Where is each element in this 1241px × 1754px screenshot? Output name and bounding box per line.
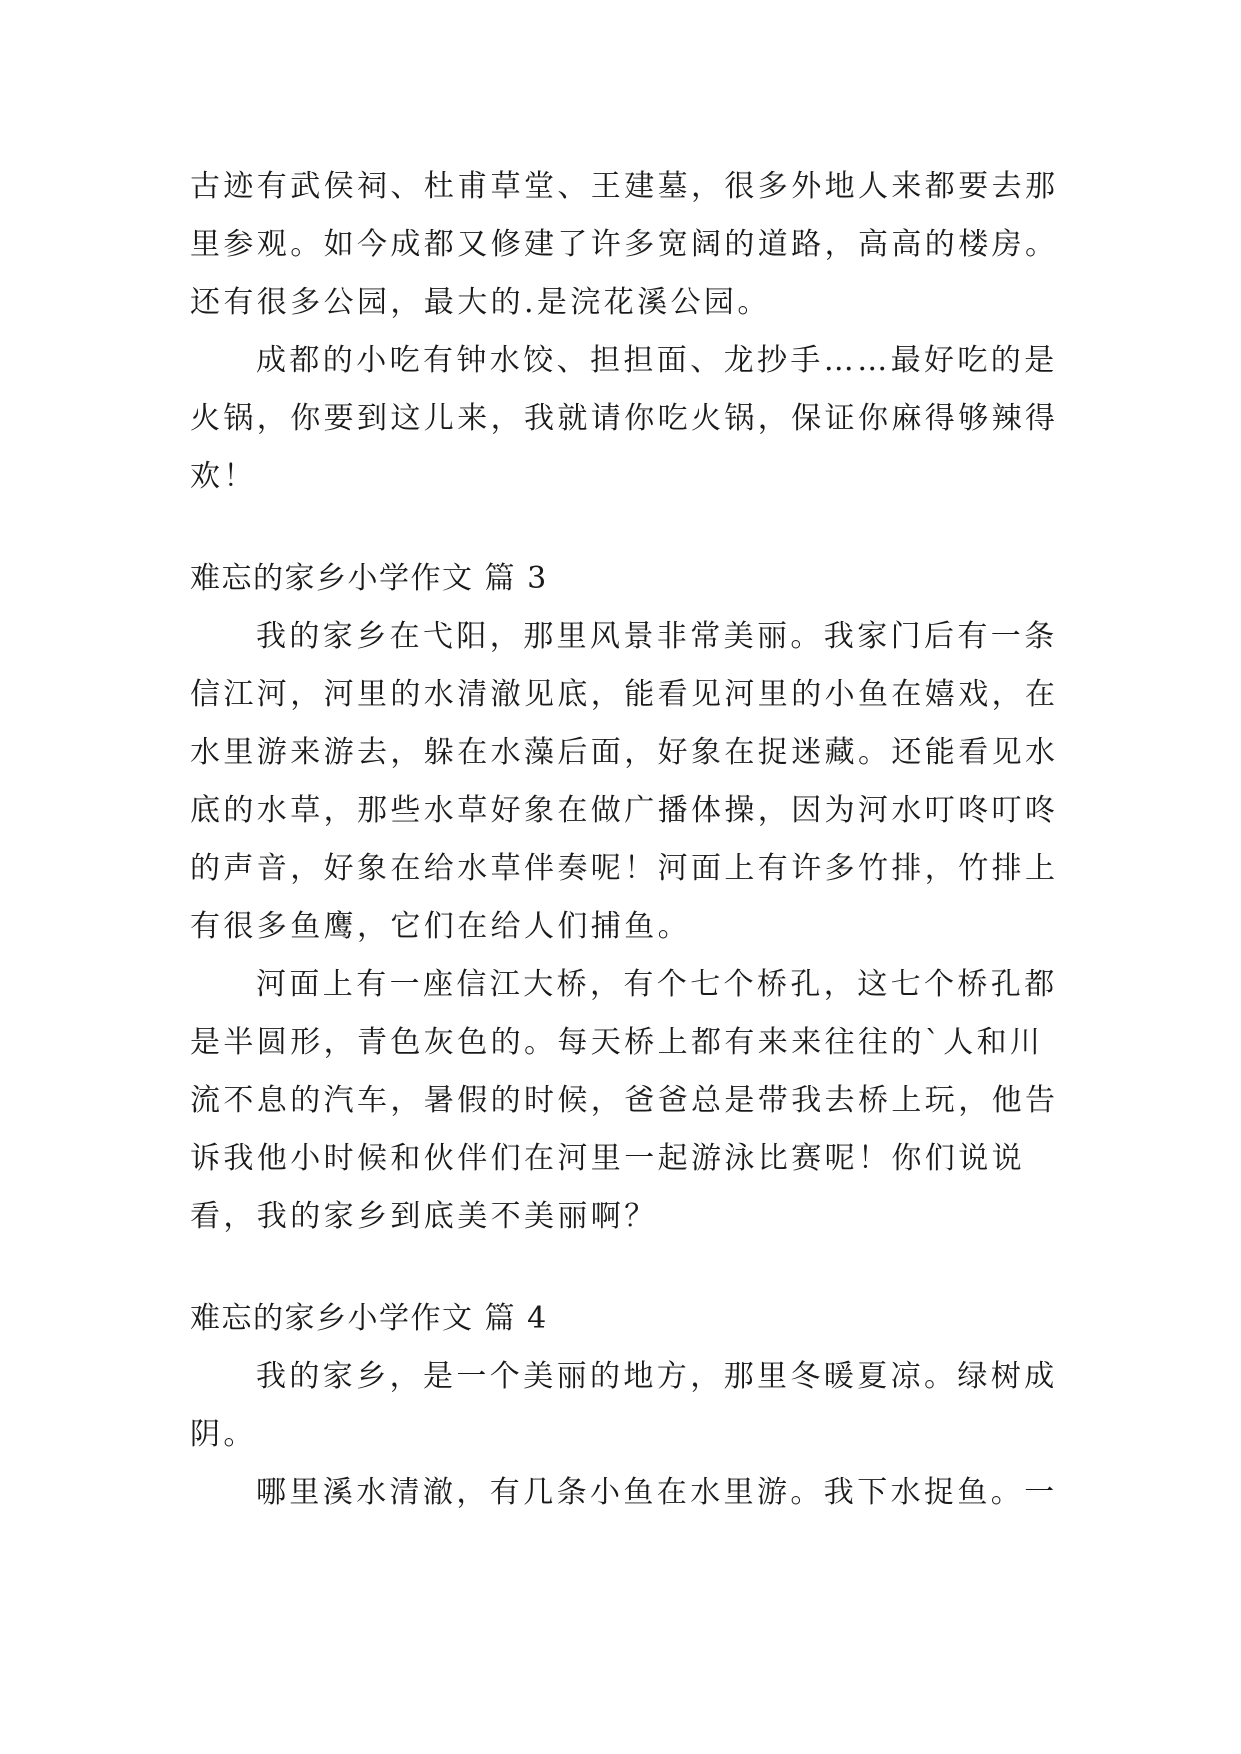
text-line: 信江河，河里的水清澈见底，能看见河里的小鱼在嬉戏，在 (190, 677, 1059, 712)
text-line: 里参观。如今成都又修建了许多宽阔的道路，高高的楼房。 (190, 227, 1059, 262)
text-line: 看，我的家乡到底美不美丽啊？ (190, 1199, 658, 1234)
text-line: 古迹有武侯祠、杜甫草堂、王建墓，很多外地人来都要去那 (190, 169, 1059, 204)
text-line: 火锅，你要到这儿来，我就请你吃火锅，保证你麻得够辣得 (190, 401, 1059, 436)
paragraph-hometown (190, 1348, 1070, 1464)
text-line: 底的水草，那些水草好象在做广播体操，因为河水叮咚叮咚 (190, 793, 1059, 828)
text-line: 是半圆形，青色灰色的。每天桥上都有来来往往的`人和川 (190, 1025, 1044, 1060)
text-line: 我的家乡，是一个美丽的地方，那里冬暖夏凉。绿树成 (256, 1359, 1058, 1394)
section-spacer (190, 506, 1070, 550)
section-spacer (190, 1246, 1070, 1290)
text-line: 还有很多公园，最大的.是浣花溪公园。 (190, 285, 771, 320)
text-line: 水里游来游去，躲在水藻后面，好象在捉迷藏。还能看见水 (190, 735, 1059, 770)
text-line: 流不息的汽车，暑假的时候，爸爸总是带我去桥上玩，他告 (190, 1083, 1059, 1118)
text-line: 成都的小吃有钟水饺、担担面、龙抄手……最好吃的是 (256, 343, 1058, 378)
section-heading-3: 难忘的家乡小学作文 篇 3 (190, 561, 548, 596)
text-line: 欢！ (190, 459, 257, 494)
text-line: 的声音，好象在给水草伴奏呢！河面上有许多竹排，竹排上 (190, 851, 1059, 886)
paragraph-stream (190, 1464, 1070, 1522)
paragraph-snacks (190, 332, 1070, 506)
section-heading-4: 难忘的家乡小学作文 篇 4 (190, 1301, 548, 1336)
text-line: 我的家乡在弋阳，那里风景非常美丽。我家门后有一条 (256, 619, 1058, 654)
paragraph-historic-sites (190, 158, 1070, 332)
paragraph-bridge (190, 956, 1070, 1246)
text-line: 诉我他小时候和伙伴们在河里一起游泳比赛呢！你们说说 (190, 1141, 1025, 1176)
document-body (190, 158, 1070, 1522)
text-line: 哪里溪水清澈，有几条小鱼在水里游。我下水捉鱼。一 (256, 1475, 1058, 1510)
text-line: 有很多鱼鹰，它们在给人们捕鱼。 (190, 909, 691, 944)
paragraph-river (190, 608, 1070, 956)
text-line: 阴。 (190, 1417, 257, 1452)
text-line: 河面上有一座信江大桥，有个七个桥孔，这七个桥孔都 (256, 967, 1058, 1002)
